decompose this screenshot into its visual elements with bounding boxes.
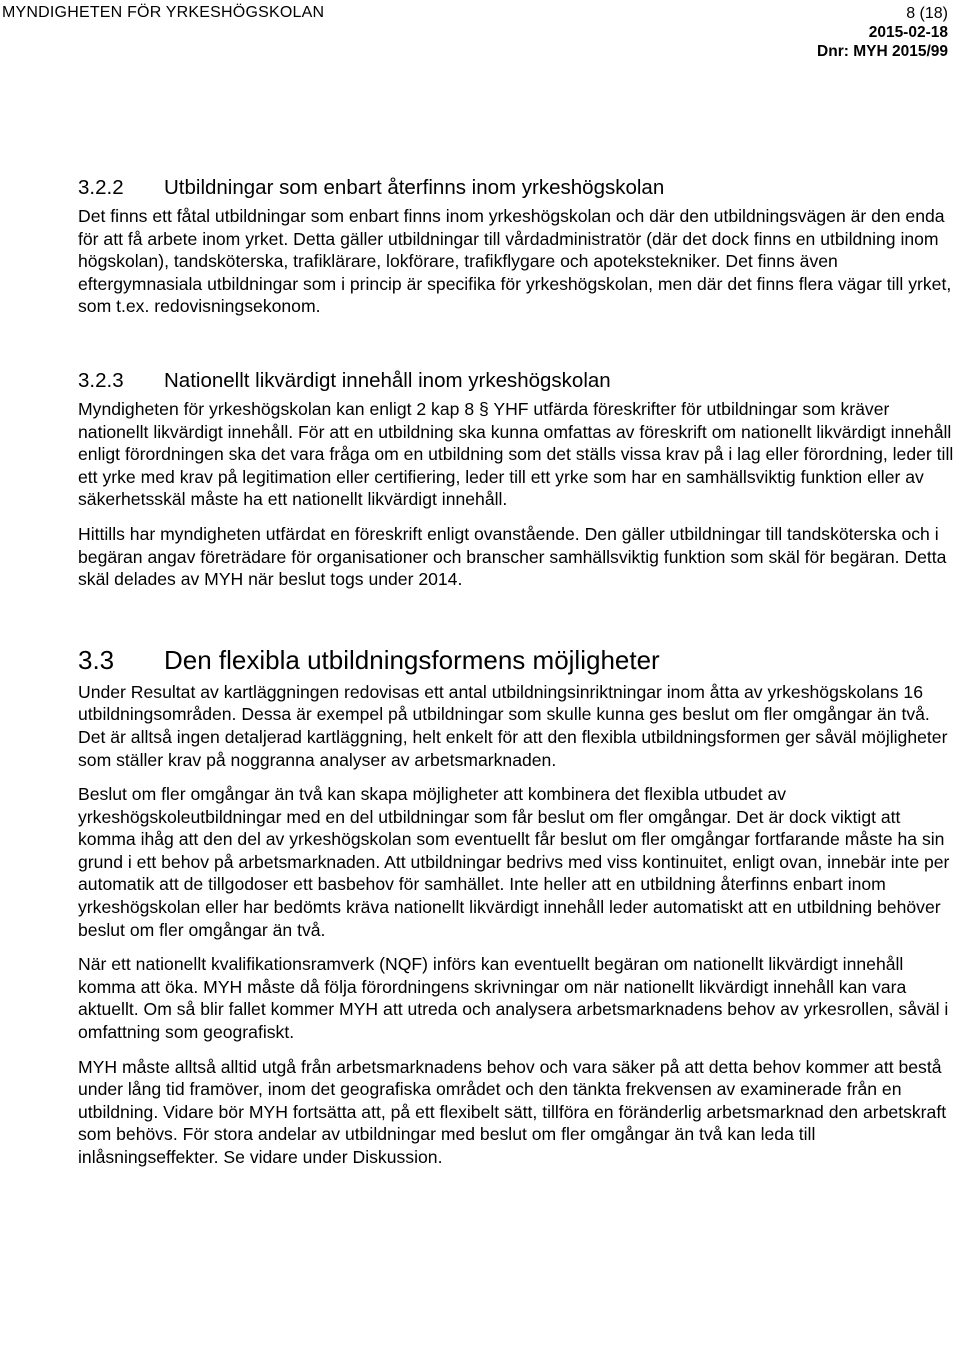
document-body xyxy=(78,176,958,1169)
paragraph: MYH måste alltså alltid utgå från arbetsmarknadens behov och vara säker på att detta behov kommer att bestå under lång tid framöver, inom det geografiska området och den tänkta frekvensen av examinerade från en utbildning. Vidare bör MYH fortsätta att, på ett flexibelt sätt, tillföra en föränderlig arbetsmarknad den arbetskraft som behövs. För stora andelar av utbildningar med beslut om fler omgångar än två kan leda till inlåsningseffekter. Se vidare under Diskussion. xyxy=(78,1056,947,1167)
document-date: 2015-02-18 xyxy=(868,24,948,41)
section-heading-3-2-2 xyxy=(78,176,958,200)
paragraph: Beslut om fler omgångar än två kan skapa möjligheter att kombinera det flexibla utbudet av yrkeshögskoleutbildningar med en del utbildningar som får beslut om fler omgångar. Det är dock viktigt att komma ihåg att den del av yrkeshögskolan som eventuellt får beslut om fler omgångar fortfarande måste ha sin grund i ett behov på arbetsmarknaden. Att utbildningar bedrivs med viss kontinuitet, enligt ovan, innebär inte per automatik att de tillgodoser ett basbehov för samhället. Inte heller att en utbildning återfinns enbart inom yrkeshögskolan eller har bedömts kräva nationellt likvärdigt innehåll leder automatiskt att en utbildning behöver beslut om fler omgångar än två. xyxy=(78,784,950,940)
paragraph: Hittills har myndigheten utfärdat en föreskrift enligt ovanstående. Den gäller utbildningar till tandsköterska och i begäran angav företrädare för organisationer och branscher samhällsviktig funktion som skäl för begäran. Detta skäl delades av MYH när beslut togs under 2014. xyxy=(78,523,947,590)
document-reference: Dnr: MYH 2015/99 xyxy=(817,43,948,60)
header-organization: MYNDIGHETEN FÖR YRKESHÖGSKOLAN xyxy=(2,4,325,21)
section-heading-3-2-3 xyxy=(78,369,958,393)
paragraph: Myndigheten för yrkeshögskolan kan enligt 2 kap 8 § YHF utfärda föreskrifter för utbildningar som kräver nationellt likvärdigt innehåll. För att en utbildning ska kunna omfattas av föreskrift om nationellt likvärdigt innehåll enligt förordningen ska det vara fråga om en utbildning som det ställs vissa krav på i lag eller förordning, leder till ett yrke med krav på legitimation eller certifiering, leder till ett yrke som har en samhällsviktig funktion eller av säkerhetsskäl måste ha ett nationellt likvärdigt innehåll. xyxy=(78,398,954,510)
paragraph: När ett nationellt kvalifikationsramverk (NQF) införs kan eventuellt begäran om nationellt likvärdigt innehåll komma att öka. MYH måste då följa förordningens skrivningar om när nationellt likvärdigt innehåll kan vara aktuellt. Om så blir fallet kommer MYH att utreda och analysera arbetsmarknadens behov av yrkesrollen, såväl i omfattning som geografiskt. xyxy=(78,954,949,1043)
section-number: 3.2.2 xyxy=(78,176,124,199)
section-number: 3.3 xyxy=(78,644,115,675)
section-number: 3.2.3 xyxy=(78,368,124,392)
page-number: 8 (18) xyxy=(906,5,948,22)
header-meta xyxy=(817,4,948,61)
section-title: Nationellt likvärdigt innehåll inom yrkeshögskolan xyxy=(164,368,611,392)
section-title: Den flexibla utbildningsformens möjligheter xyxy=(164,644,660,675)
paragraph: Det finns ett fåtal utbildningar som enbart finns inom yrkeshögskolan och där den utbildningsvägen är den enda för att få arbete inom yrket. Detta gäller utbildningar till vårdadministratör (där det dock finns en utbildning inom högskolan), tandsköterska, trafiklärare, lokförare, trafikflygare och apotekstekniker. Det finns även eftergymnasiala utbildningar som i princip är specifika för yrkeshögskolan, men där det finns flera vägar till yrket, som t.ex. redovisningsekonom. xyxy=(78,206,952,317)
section-title: Utbildningar som enbart återfinns inom yrkeshögskolan xyxy=(164,176,665,199)
section-heading-3-3 xyxy=(78,645,958,675)
paragraph: Under Resultat av kartläggningen redovisas ett antal utbildningsinriktningar inom åtta av yrkeshögskolans 16 utbildningsområden. Dessa är exempel på utbildningar som skulle kunna ges beslut om fler omgångar än två. Det är alltså ingen detaljerad kartläggning, helt enkelt för att den flexibla utbildningsformen ger såväl möjligheter som ställer krav på noggranna analyser av arbetsmarknaden. xyxy=(78,681,948,770)
